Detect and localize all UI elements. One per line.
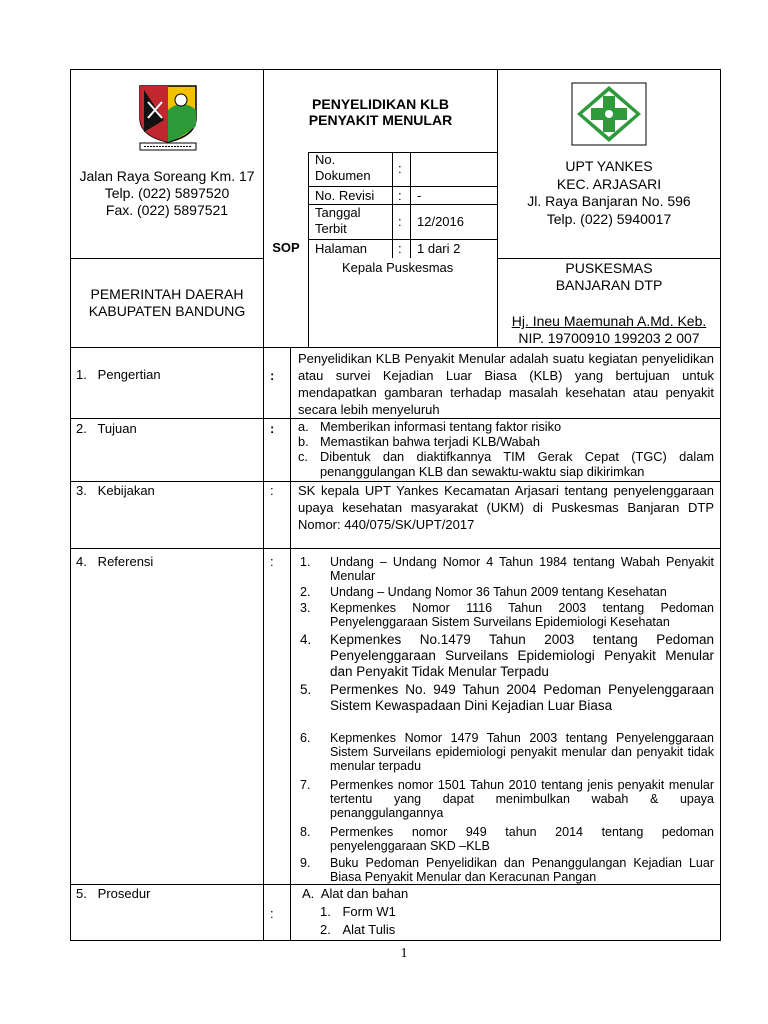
header-right-address: [498, 158, 720, 228]
reference-item: 5. Permenkes No. 949 Tahun 2004 Pedoman Penyelenggaraan Sistem Kewaspadaan Dini Kejadian Luar Biasa: [300, 682, 714, 713]
reference-item: 2. Undang – Undang Nomor 36 Tahun 2009 tentang Kesehatan: [300, 585, 667, 599]
header-left-org: PEMERINTAH DAERAH KABUPATEN BANDUNG: [88, 286, 246, 319]
reference-item: 7. Permenkes nomor 1501 Tahun 2010 tentang jenis penyakit menular tertentu yang dapat menimbulkan wabah & upaya penanggulangannya: [300, 778, 714, 820]
meta-sep-halaman: :: [398, 241, 402, 256]
meta-value-revisi: -: [417, 188, 422, 203]
section-text-pengertian: Penyelidikan KLB Penyakit Menular adalah suatu kegiatan penyelidikan atau survei Kejadian Luar Biasa (KLB) yang bertujuan untuk mendapatkan gambaran terhadap masalah kesehatan atau penyakit secara lebih menyeluruh: [298, 351, 714, 417]
signer-name: Hj. Ineu Maemunah A.Md. Keb.: [511, 313, 707, 329]
document-title: [264, 96, 497, 128]
reference-item: 9. Buku Pedoman Penyelidikan dan Penanggulangan Kejadian Luar Biasa Penyakit Menular dan Keracunan Pangan: [300, 856, 714, 884]
kepala-label: Kepala Puskesmas: [342, 260, 454, 275]
reference-item: 4. Kepmenkes No.1479 Tahun 2003 tentang Pedoman Penyelenggaraan Surveilans Epidemiologi Penyakit Menular dan Penyakit Tidak Menular Terpadu: [300, 632, 714, 679]
puskesmas-name: PUSKESMAS BANJARAN DTP: [555, 260, 663, 293]
meta-sep-tanggal: :: [398, 214, 402, 229]
section-sep: :: [270, 368, 275, 383]
section-label-referensi: 4. Referensi: [76, 554, 154, 569]
prosedur-heading: A. Alat dan bahan: [302, 886, 409, 901]
section-label-prosedur: 5. Prosedur: [76, 886, 151, 901]
section-sep: :: [270, 483, 274, 498]
fax-line: Fax. (022) 5897521: [105, 202, 229, 218]
page-number: 1: [400, 946, 408, 961]
meta-value-tanggal: 12/2016: [417, 214, 464, 229]
meta-sep-revisi: :: [398, 188, 402, 203]
address-line: Jl. Raya Banjaran No. 596: [527, 193, 691, 209]
list-item: 1. Form W1: [320, 904, 396, 919]
section-sep: :: [270, 906, 274, 921]
list-item: c. Dibentuk dan diaktifkannya TIM Gerak Cepat (TGC) dalam penanggulangan KLB dan sewaktu-waktu siap dikirimkan: [298, 449, 714, 479]
meta-label-dokumen: No. Dokumen: [315, 152, 371, 183]
reference-item: 6. Kepmenkes Nomor 1479 Tahun 2003 tentang Penyelenggaraan Sistem Surveilans epidemiologi penyakit menular dan penyakit tidak menular terpadu: [300, 731, 714, 773]
kecamatan-name: KEC. ARJASARI: [556, 175, 662, 192]
address-line: Jalan Raya Soreang Km. 17: [79, 168, 255, 184]
puskesmas-logo: [571, 82, 647, 146]
section-label-kebijakan: 3. Kebijakan: [76, 483, 155, 498]
upt-name: UPT YANKES: [565, 158, 653, 174]
section-label-pengertian: 1. Pengertian: [76, 367, 161, 382]
reference-item: 8. Permenkes nomor 949 tahun 2014 tentang pedoman penyelenggaraan SKD –KLB: [300, 825, 714, 853]
phone-line: Telp. (022) 5940017: [546, 210, 672, 227]
title-line-1: PENYELIDIKAN KLB: [312, 96, 449, 112]
section-label-tujuan: 2. Tujuan: [76, 421, 137, 436]
phone-line: Telp. (022) 5897520: [104, 185, 230, 201]
meta-label-tanggal: Tanggal Terbit: [315, 205, 361, 236]
meta-value-halaman: 1 dari 2: [417, 241, 461, 256]
section-text-kebijakan: SK kepala UPT Yankes Kecamatan Arjasari tentang penyelenggaraan upaya kesehatan masyarakat (UKM) di Puskesmas Banjaran DTP Nomor: 440/075/SK/UPT/2017: [298, 483, 714, 532]
meta-label-halaman: Halaman: [315, 241, 368, 256]
reference-item: 1. Undang – Undang Nomor 4 Tahun 1984 tentang Wabah Penyakit Menular: [300, 555, 714, 583]
list-item: 2. Alat Tulis: [320, 922, 396, 937]
section-sep: :: [270, 554, 274, 569]
bandung-crest-logo: [134, 80, 202, 152]
reference-item: 3. Kepmenkes Nomor 1116 Tahun 2003 tentang Pedoman Penyelenggaraan Sistem Surveilans Epidemiologi Kesehatan: [300, 601, 714, 629]
meta-label-revisi: No. Revisi: [315, 188, 375, 203]
title-line-2: PENYAKIT MENULAR: [308, 112, 453, 128]
signer-nip: NIP. 19700910 199203 2 007: [518, 330, 700, 346]
section-sep: :: [270, 421, 275, 436]
list-item: a. Memberikan informasi tentang faktor risiko: [298, 419, 562, 434]
list-item: b. Memastikan bahwa terjadi KLB/Wabah: [298, 434, 541, 449]
meta-sep-dokumen: :: [398, 161, 402, 176]
sop-label: SOP: [272, 240, 300, 255]
header-left-address: [70, 168, 264, 219]
